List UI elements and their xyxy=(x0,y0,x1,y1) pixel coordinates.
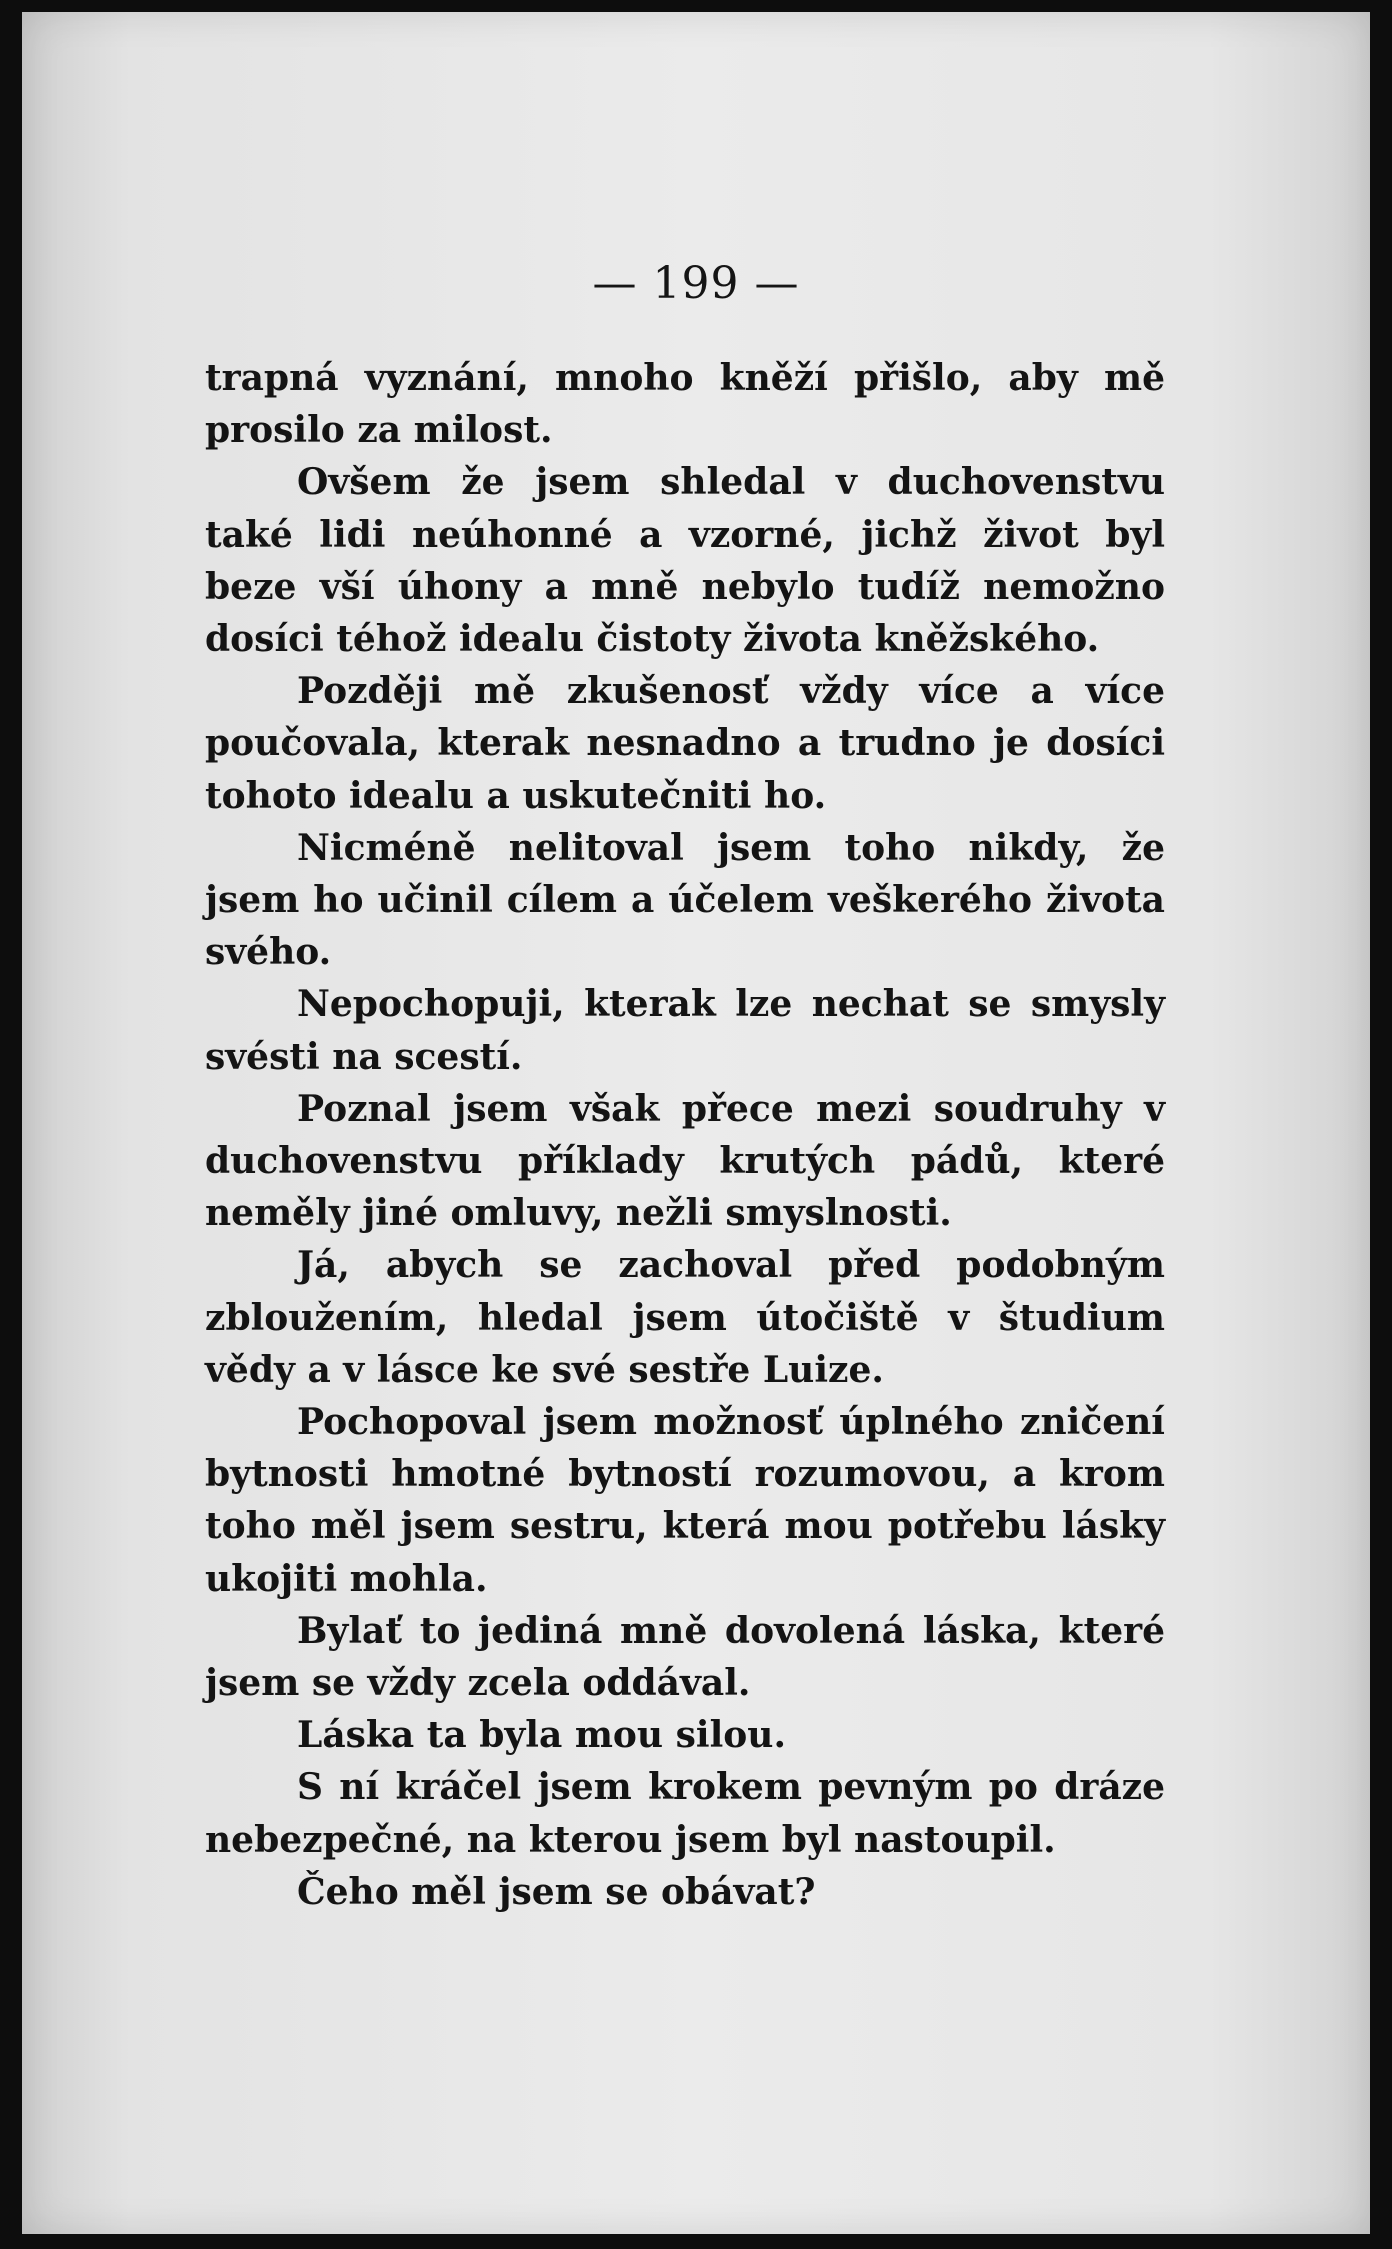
paragraph: Poznal jsem však přece mezi soudruhy v duchovenstvu příklady krutých pádů, které neměly jiné omluvy, nežli smyslnosti. xyxy=(205,1087,1165,1235)
paragraph: Láska ta byla mou silou. xyxy=(297,1714,786,1757)
paragraph: Pochopoval jsem možnosť úplného zničení bytnosti hmotné bytností rozumovou, a krom toho měl jsem sestru, která mou potřebu lásky ukojiti mohla. xyxy=(205,1401,1165,1600)
paragraph: Ovšem že jsem shledal v duchovenstvu také lidi neúhonné a vzorné, jichž život byl beze vší úhony a mně nebylo tudíž nemožno dosíci téhož idealu čistoty života kněžského. xyxy=(205,461,1165,661)
paragraph: Nepochopuji, kterak lze nechat se smysly svésti na scestí. xyxy=(205,983,1165,1078)
page-number: — 199 — xyxy=(592,258,800,309)
paragraph: Později mě zkušenosť vždy více a více poučovala, kterak nesnadno a trudno je dosíci tohoto idealu a uskutečniti ho. xyxy=(205,670,1165,817)
paragraph: trapná vyznání, mnoho kněží přišlo, aby mě prosilo za milost. xyxy=(205,357,1165,452)
paragraph: S ní kráčel jsem krokem pevným po dráze nebezpečné, na kterou jsem byl nastoupil. xyxy=(205,1766,1165,1861)
body-text xyxy=(205,352,1165,1918)
paragraph: Bylať to jediná mně dovolená láska, které jsem se vždy zcela oddával. xyxy=(205,1609,1165,1705)
paragraph: Nicméně nelitoval jsem toho nikdy, že jsem ho učinil cílem a účelem veškerého života svého. xyxy=(205,826,1165,974)
paragraph: Čeho měl jsem se obávat? xyxy=(297,1870,816,1913)
paragraph: Já, abych se zachoval před podobným zbloužením, hledal jsem útočiště v študium vědy a v lásce ke své sestře Luize. xyxy=(205,1244,1165,1391)
